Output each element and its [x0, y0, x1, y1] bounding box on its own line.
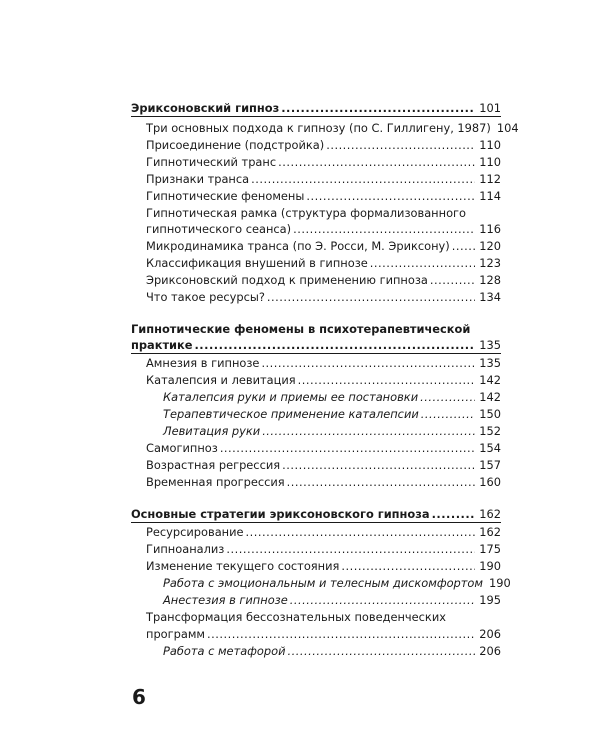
dot-leader: [288, 643, 476, 659]
dot-leader: [251, 171, 475, 187]
toc-entry-page: 128: [479, 273, 501, 287]
dot-leader: [246, 524, 476, 540]
toc-entry-title: Гипнотические феномены в психотерапевтической: [131, 322, 471, 336]
toc-entry: [146, 137, 501, 153]
toc-entry: [146, 171, 501, 187]
toc-entry-page: 101: [479, 101, 501, 115]
toc-entry: [146, 440, 501, 456]
dot-leader: [421, 406, 475, 422]
section-rule: [131, 116, 501, 117]
toc-entry: [131, 506, 501, 522]
toc-entry: [146, 289, 501, 305]
toc-entry-page: 142: [479, 373, 501, 387]
toc-entry: [163, 406, 501, 422]
toc-entry-page: 150: [479, 407, 501, 421]
toc-entry-title: Работа с эмоциональным и телесным дискомфортом: [163, 576, 483, 590]
dot-leader: [370, 255, 475, 271]
dot-leader: [306, 188, 475, 204]
dot-leader: [341, 558, 475, 574]
toc-entry: [146, 372, 501, 388]
toc-entry-title-cont: программ: [146, 627, 206, 641]
toc-entry-page: 142: [479, 390, 501, 404]
toc-entry-title: Гипнотический транс: [146, 155, 277, 169]
toc-entry-title: Гипноанализ: [146, 542, 225, 556]
toc-entry: [163, 389, 501, 405]
toc-entry-title: Амнезия в гипнозе: [146, 356, 260, 370]
toc-entry-title: Что такое ресурсы?: [146, 290, 265, 304]
toc-entry-page: 135: [479, 356, 501, 370]
toc-entry-title: Классификация внушений в гипнозе: [146, 256, 368, 270]
dot-leader: [282, 457, 475, 473]
toc-entry-page: 123: [479, 256, 501, 270]
toc-entry: [146, 355, 501, 371]
toc-entry-title-cont: гипнотического сеанса): [146, 222, 292, 236]
toc-entry-page: 110: [479, 155, 501, 169]
toc-entry-title: Гипнотическая рамка (структура формализованного: [146, 206, 467, 220]
toc-entry-page: 116: [479, 222, 501, 236]
toc-entry-page: 157: [479, 458, 501, 472]
toc-entry: [163, 423, 501, 439]
dot-leader: [287, 474, 476, 490]
toc-entry-title: Левитация руки: [163, 424, 261, 438]
toc-entry-page: 190: [488, 576, 511, 590]
toc-entry: [146, 457, 501, 473]
dot-leader: [226, 541, 475, 557]
toc-entry-title: Микродинамика транса (по Э. Росси, М. Эриксону): [146, 239, 450, 253]
toc-entry-page: 162: [479, 525, 501, 539]
toc-entry-title: Изменение текущего состояния: [146, 559, 340, 573]
dot-leader: [452, 238, 476, 254]
toc-entry-title: Гипнотические феномены: [146, 189, 305, 203]
toc-entry: [146, 626, 501, 642]
dot-leader: [293, 221, 475, 237]
toc-entry-title: Присоединение (подстройка): [146, 138, 325, 152]
toc-entry-page: 104: [496, 121, 519, 135]
toc-entry: [146, 558, 501, 574]
toc-entry-page: 112: [479, 172, 501, 186]
dot-leader: [298, 372, 476, 388]
toc-entry-page: 162: [479, 507, 501, 521]
toc-entry-title: Возрастная регрессия: [146, 458, 281, 472]
toc-entry: [146, 272, 501, 288]
toc-entry-title: Каталепсия и левитация: [146, 373, 296, 387]
toc-entry-title: Основные стратегии эриксоновского гипноза: [131, 507, 430, 521]
dot-leader: [432, 506, 476, 522]
toc-entry-title: Эриксоновский гипноз: [131, 101, 280, 115]
toc-entry: [146, 154, 501, 170]
toc-entry-page: 190: [479, 559, 501, 573]
toc-entry-line1: [146, 609, 446, 625]
toc-entry: [146, 541, 501, 557]
toc-entry-page: 206: [479, 627, 501, 641]
toc-entry: [163, 643, 501, 659]
toc-entry: [146, 474, 501, 490]
toc-entry-line1: [146, 205, 466, 221]
toc-entry-line1: [131, 321, 470, 337]
toc-entry: [163, 592, 501, 608]
toc-entry-page: 114: [479, 189, 501, 203]
toc-entry-page: 195: [479, 593, 501, 607]
toc-entry: [146, 255, 501, 271]
toc-entry-title: Три основных подхода к гипнозу (по С. Гиллигену, 1987): [146, 121, 491, 135]
toc-entry-title: Самогипноз: [146, 441, 218, 455]
toc-entry-title: Каталепсия руки и приемы ее постановки: [163, 390, 419, 404]
dot-leader: [420, 389, 475, 405]
section-rule: [131, 353, 501, 354]
toc-entry-title: Терапевтическое применение каталепсии: [163, 407, 419, 421]
toc-entry-page: 152: [479, 424, 501, 438]
toc-entry: [146, 188, 501, 204]
dot-leader: [290, 592, 476, 608]
toc-entry-title-cont: практике: [131, 338, 193, 352]
toc-entry-page: 206: [479, 644, 501, 658]
dot-leader: [278, 154, 475, 170]
toc-entry-page: 135: [479, 338, 501, 352]
toc-entry-title: Трансформация бессознательных поведенческих: [146, 610, 446, 624]
dot-leader: [207, 626, 475, 642]
dot-leader: [261, 355, 475, 371]
toc-entry: [146, 221, 501, 237]
toc-entry-title: Работа с метафорой: [163, 644, 286, 658]
toc-entry: [146, 238, 501, 254]
dot-leader: [430, 272, 475, 288]
dot-leader: [267, 289, 475, 305]
section-rule: [131, 522, 501, 523]
toc-entry-page: 160: [479, 475, 501, 489]
dot-leader: [326, 137, 475, 153]
toc-entry-page: 134: [479, 290, 501, 304]
toc-entry-page: 120: [479, 239, 501, 253]
toc-entry-title: Признаки транса: [146, 172, 250, 186]
dot-leader: [220, 440, 475, 456]
toc-entry: [131, 337, 501, 353]
toc-entry-title: Временная прогрессия: [146, 475, 285, 489]
page-number: 6: [132, 685, 146, 709]
dot-leader: [281, 100, 475, 116]
toc-entry-title: Анестезия в гипнозе: [163, 593, 288, 607]
toc-entry-page: 175: [479, 542, 501, 556]
toc-entry: [163, 575, 511, 591]
toc-entry: [146, 120, 519, 136]
dot-leader: [262, 423, 475, 439]
dot-leader: [194, 337, 475, 353]
toc-entry-title: Ресурсирование: [146, 525, 244, 539]
toc-entry: [131, 100, 501, 116]
toc-entry-page: 110: [479, 138, 501, 152]
toc-entry-page: 154: [479, 441, 501, 455]
toc-entry: [146, 524, 501, 540]
toc-entry-title: Эриксоновский подход к применению гипноза: [146, 273, 428, 287]
